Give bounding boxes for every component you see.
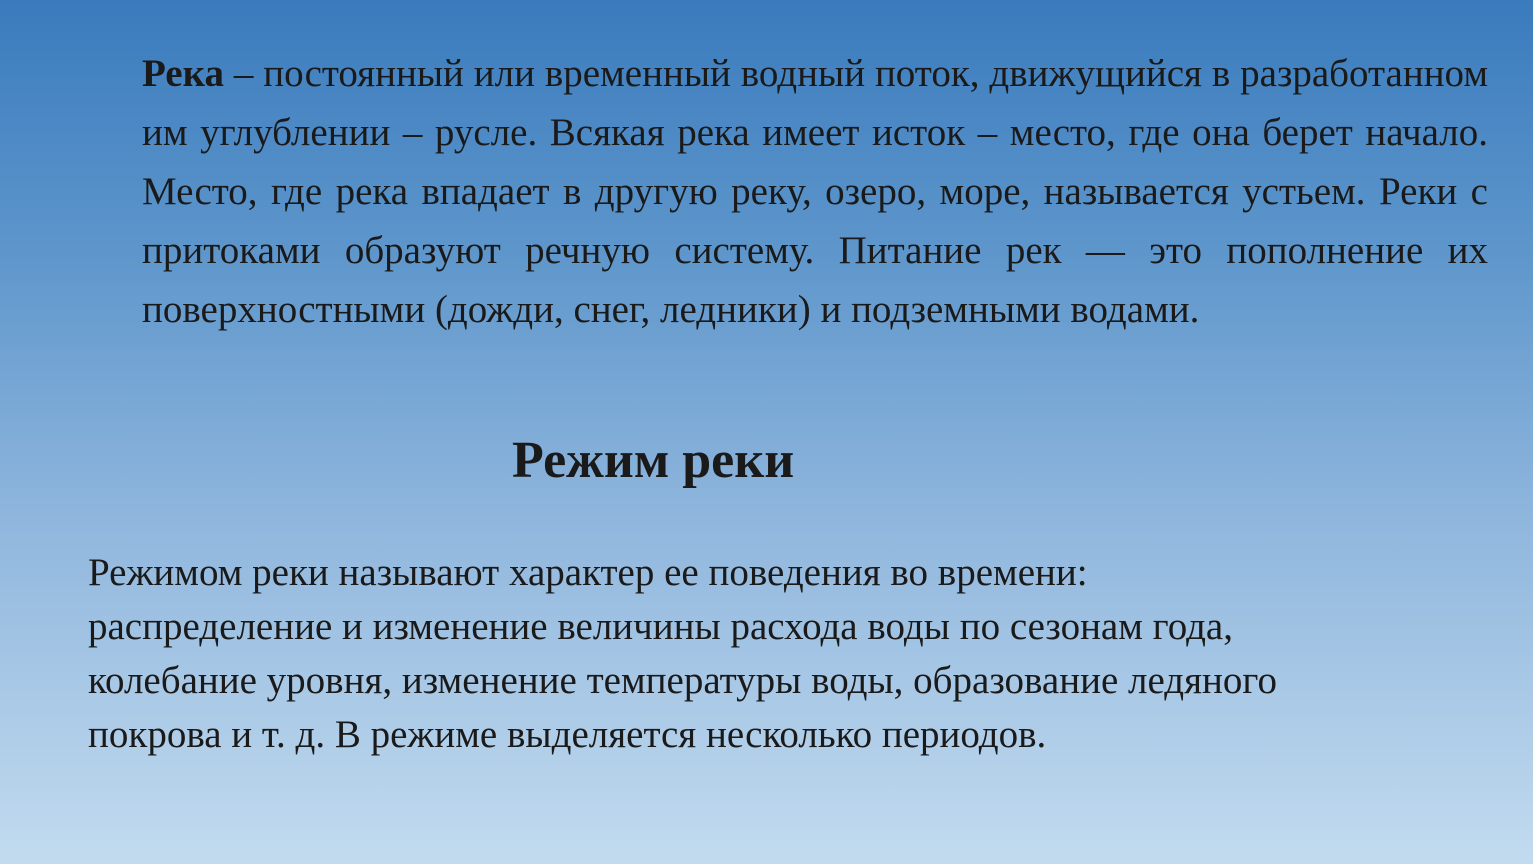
regime-line: колебание уровня, изменение температуры воды, образование ледяного (88, 659, 1277, 702)
river-definition-paragraph (142, 44, 1488, 339)
river-term: Река (142, 52, 224, 95)
regime-line: Режимом реки называют характер ее поведения во времени: (88, 551, 1088, 594)
regime-line: распределение и изменение величины расхода воды по сезонам года, (88, 605, 1233, 648)
regime-paragraph (88, 546, 1488, 762)
regime-heading: Режим реки (512, 432, 795, 489)
river-definition-text: – постоянный или временный водный поток, движущийся в разработанном им углублении – русле. Всякая река имеет исток – место, где она берет начало. Место, где река впадает в другую реку, озеро, море, называется устьем. Реки с притоками образуют речную систему. Питание рек — это пополнение их поверхностными (дожди, снег, ледники) и подземными водами. (142, 52, 1488, 331)
regime-line: покрова и т. д. В режиме выделяется несколько периодов. (88, 713, 1047, 756)
